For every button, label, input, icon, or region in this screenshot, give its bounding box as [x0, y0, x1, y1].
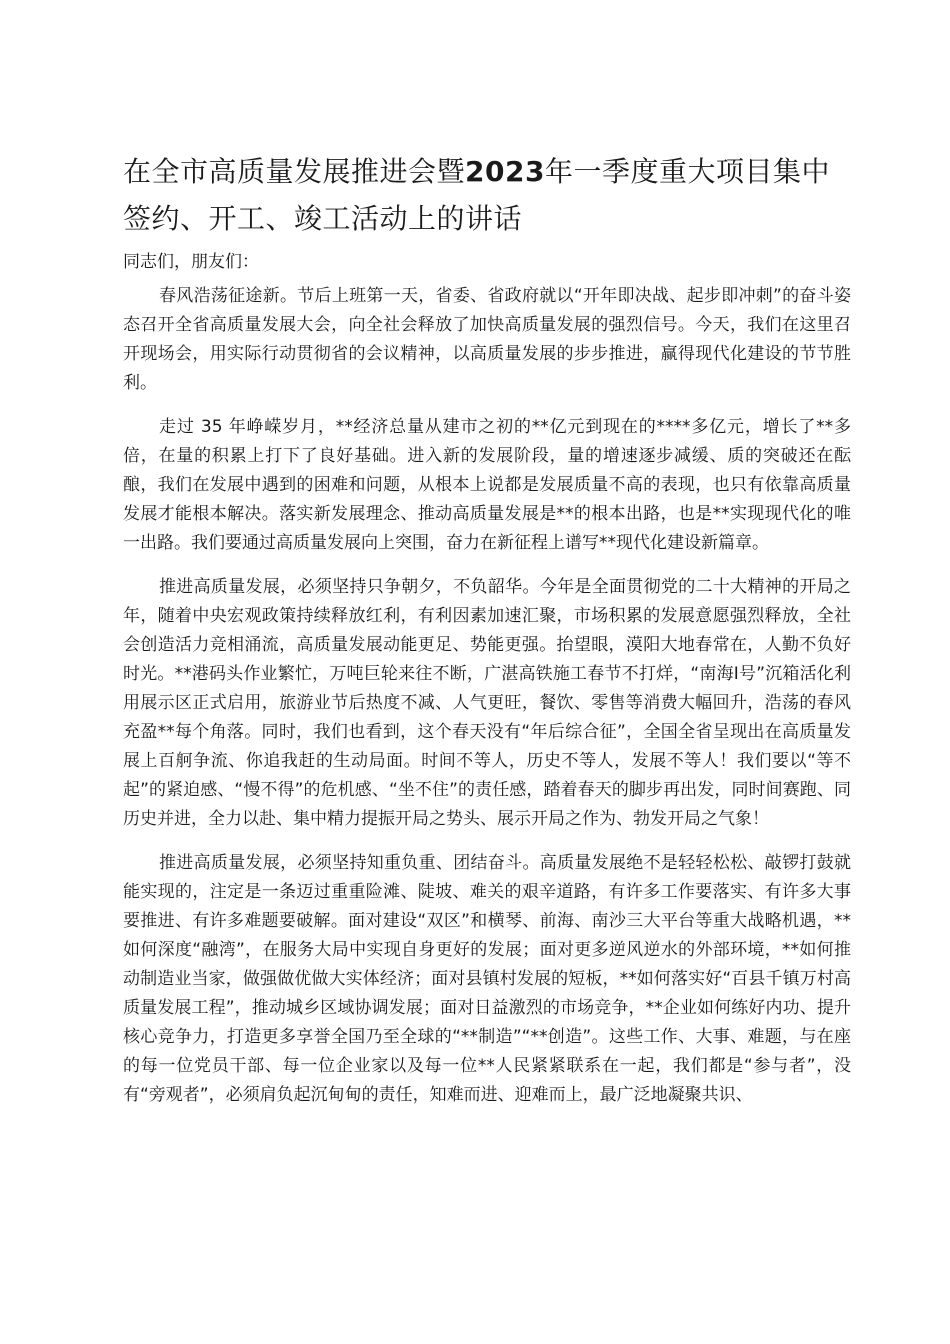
paragraph-3: 推进高质量发展，必须坚持只争朝夕，不负韶华。今年是全面贯彻党的二十大精神的开局之年，随着中央宏观政策持续释放红利，有利因素加速汇聚，市场积累的发展意愿强烈释放，全社会创造活力竞相涌流，高质量发展动能更足、势能更强。抬望眼，漠阳大地春常在，人勤不负好时光。**港码头作业繁忙，万吨巨轮来往不断，广湛高铁施工春节不打烊，“南海Ⅰ号”沉箱活化利用展示区正式启用，旅游业节后热度不减、人气更旺，餐饮、零售等消费大幅回升，浩荡的春风充盈**每个角落。同时，我们也看到，这个春天没有“年后综合征”，全国全省呈现出在高质量发展上百舸争流、你追我赶的生动局面。时间不等人，历史不等人，发展不等人！我们要以“等不起”的紧迫感、“慢不得”的危机感、“坐不住”的责任感，踏着春天的脚步再出发，同时间赛跑、同历史并进，全力以赴、集中精力提振开局之势头、展示开局之作为、勃发开局之气象！ — [123, 577, 851, 829]
title-year: 2023 — [465, 155, 545, 188]
greeting: 同志们，朋友们： — [123, 252, 259, 272]
paragraph-2: 走过 35 年峥嵘岁月，**经济总量从建市之初的**亿元到现在的****多亿元，增长了**多倍，在量的积累上打下了良好基础。进入新的发展阶段，量的增速逐步减缓、质的突破还在酝酿，我们在发展中遇到的困难和问题，从根本上说都是发展质量不高的表现，也只有依靠高质量发展才能根本解决。落实新发展理念、推动高质量发展是**的根本出路，也是**实现现代化的唯一出路。我们要通过高质量发展向上突围，奋力在新征程上谱写**现代化建设新篇章。 — [123, 417, 851, 553]
paragraph-4: 推进高质量发展，必须坚持知重负重、团结奋斗。高质量发展绝不是轻轻松松、敲锣打鼓就能实现的，注定是一条迈过重重险滩、陡坡、难关的艰辛道路，有许多工作要落实、有许多大事要推进、有许多难题要破解。面对建设“双区”和横琴、前海、南沙三大平台等重大战略机遇，**如何深度“融湾”，在服务大局中实现自身更好的发展；面对更多逆风逆水的外部环境，**如何推动制造业当家，做强做优做大实体经济；面对县镇村发展的短板，**如何落实好“百县千镇万村高质量发展工程”，推动城乡区域协调发展；面对日益激烈的市场竞争，**企业如何练好内功、提升核心竞争力，打造更多享誉全国乃至全球的“**制造”“**创造”。这些工作、大事、难题，与在座的每一位党员干部、每一位企业家以及每一位**人民紧紧联系在一起，我们都是“参与者”，没有“旁观者”，必须肩负起沉甸甸的责任，知难而进、迎难而上，最广泛地凝聚共识、 — [123, 853, 851, 1105]
title-text-part1: 在全市高质量发展推进会暨 — [123, 155, 466, 188]
document-title — [123, 148, 851, 242]
title-text-part2: 年一季度重大项目集中签约、开工、竣工活动上的讲话 — [123, 155, 830, 235]
document-page — [123, 148, 851, 1125]
paragraph-1: 春风浩荡征途新。节后上班第一天，省委、省政府就以“开年即决战、起步即冲刺”的奋斗姿态召开全省高质量发展大会，向全社会释放了加快高质量发展的强烈信号。今天，我们在这里召开现场会，用实际行动贯彻省的会议精神，以高质量发展的步步推进，赢得现代化建设的节节胜利。 — [123, 286, 851, 393]
